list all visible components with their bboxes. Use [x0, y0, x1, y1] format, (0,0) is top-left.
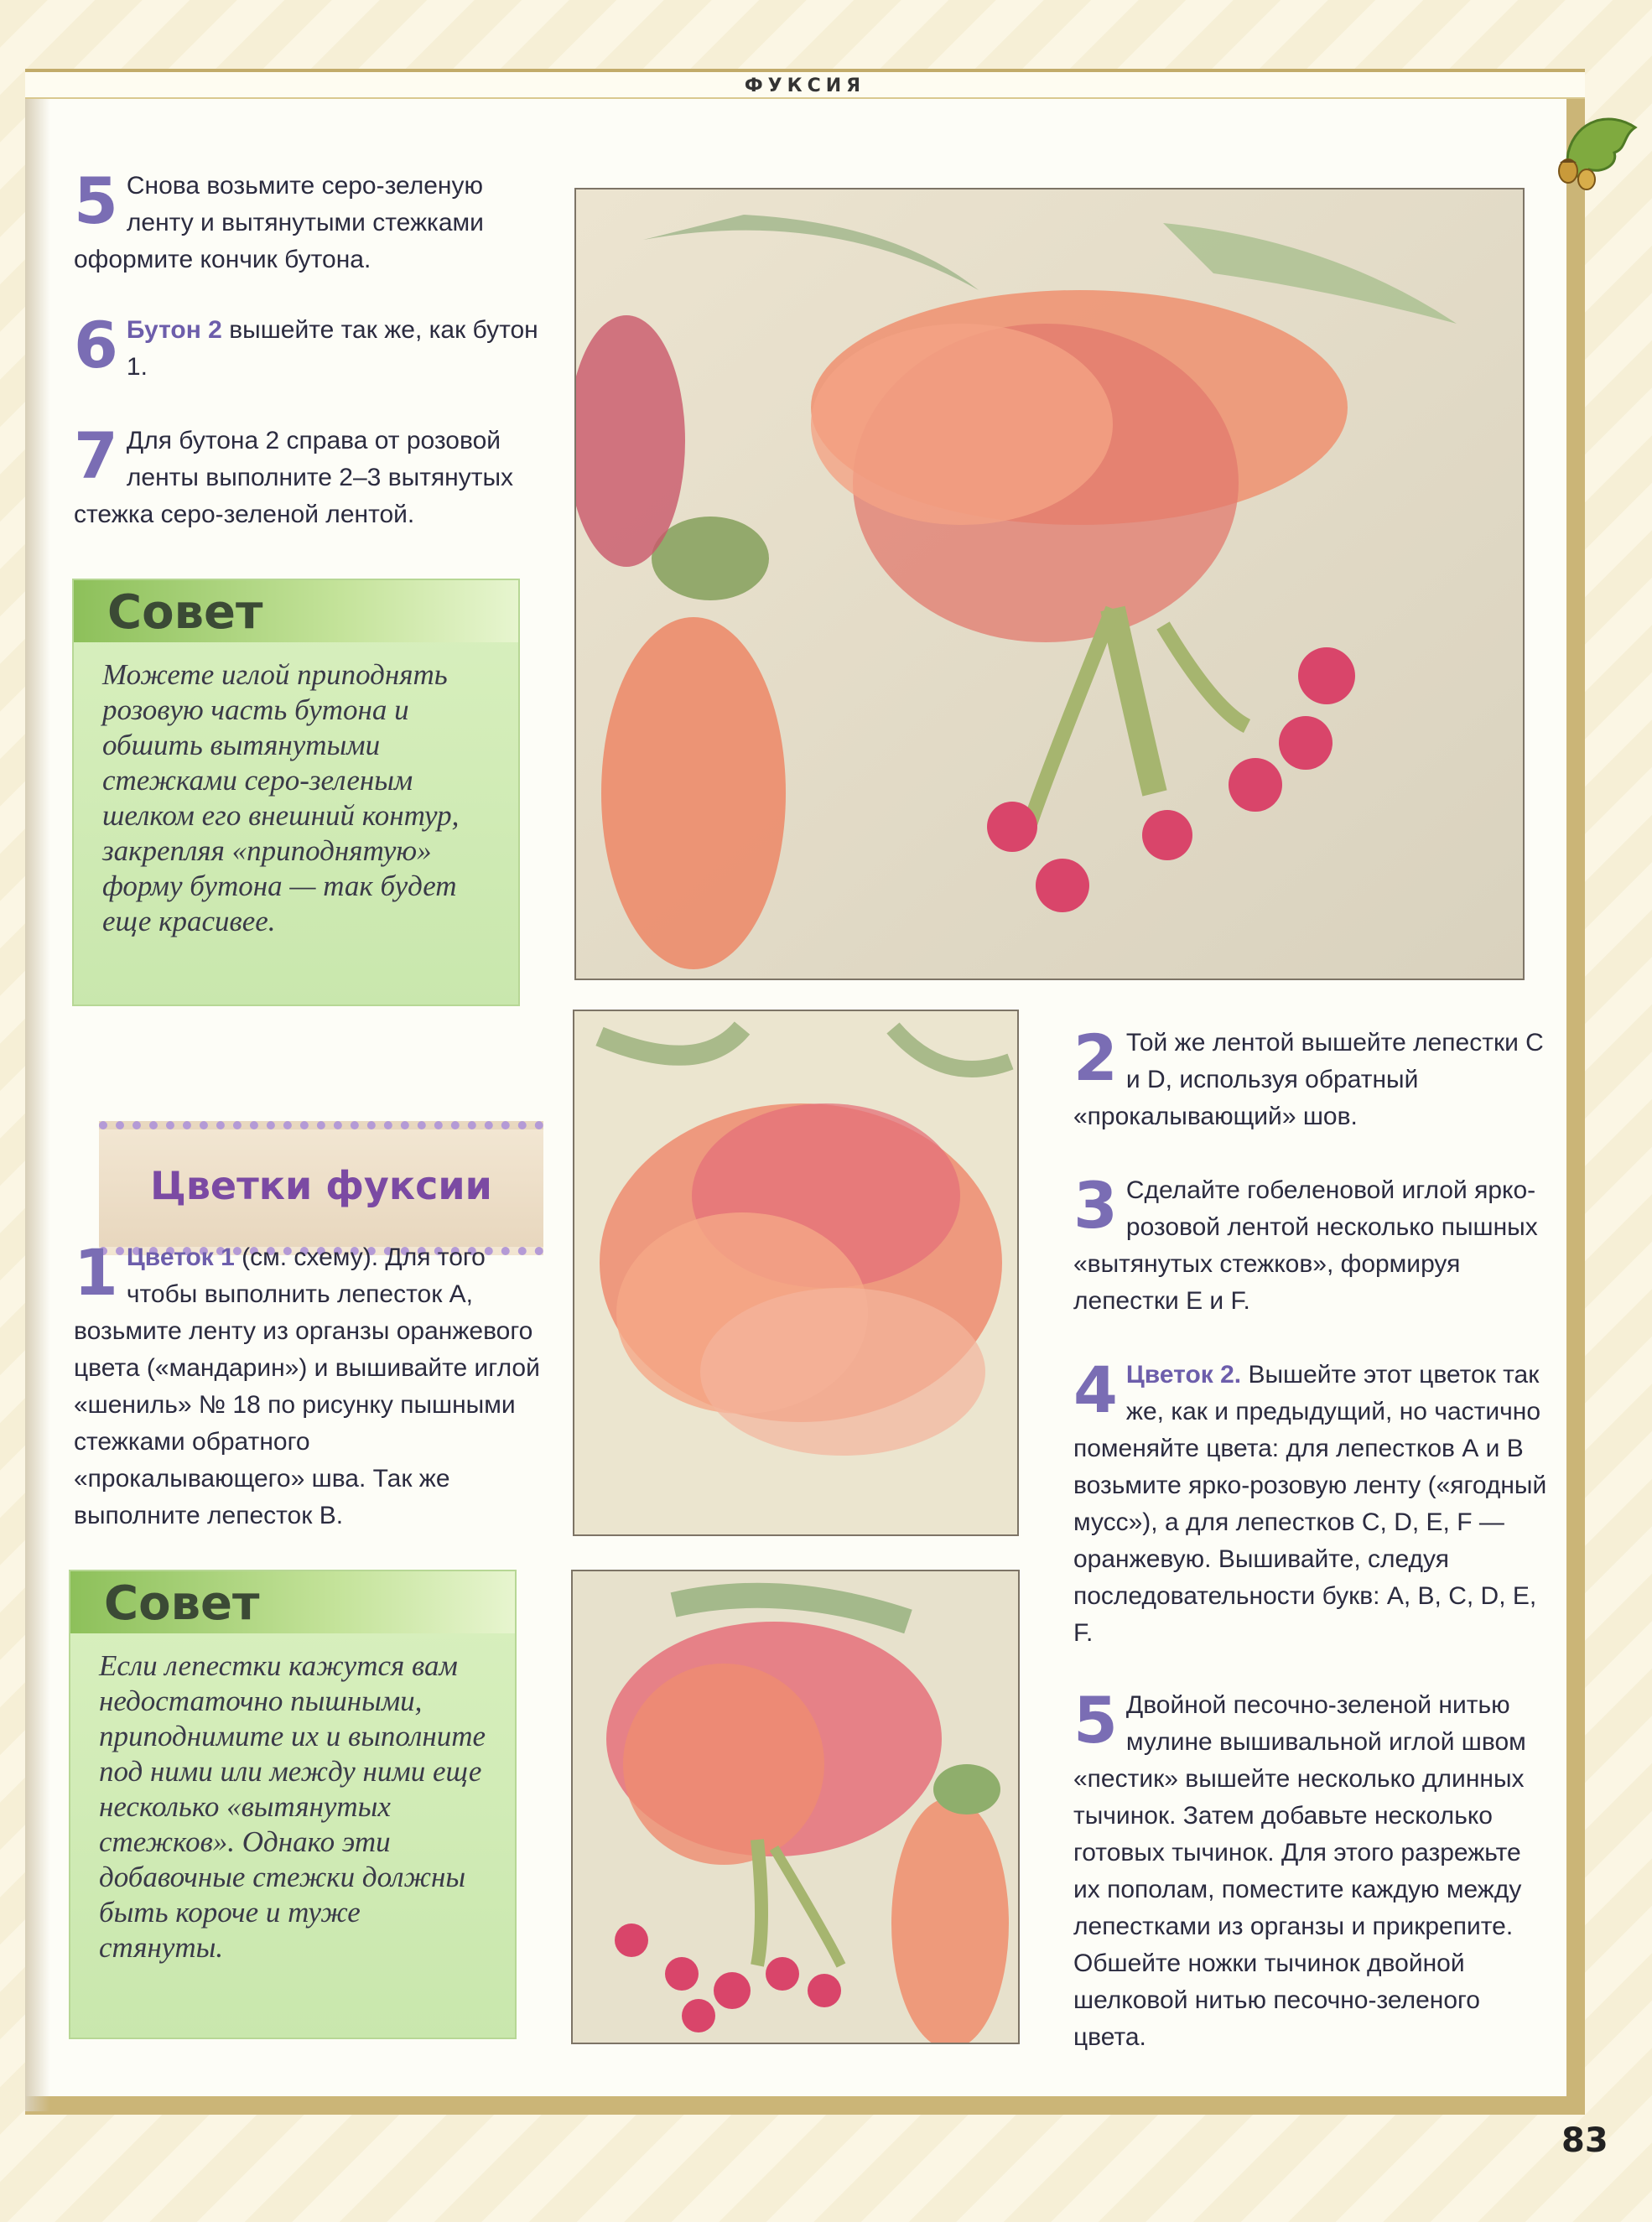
embroidery-photo-illustration — [574, 1011, 1019, 1536]
section-title: Цветки фуксии — [150, 1163, 492, 1208]
embroidery-photo-illustration — [576, 189, 1525, 980]
step-6-bud-2 — [74, 308, 543, 386]
embroidery-photo-illustration — [573, 1571, 1020, 2044]
step-text: Той же лентой вышейте лепестки С и D, используя обратный «прокалывающий» шов. — [1073, 1029, 1544, 1130]
photo-fuchsia-flower-with-stamens — [571, 1570, 1020, 2044]
tip-heading: Совет — [104, 1576, 260, 1631]
step-text: Снова возьмите серо-зеленую ленту и вытянутыми стежками оформите кончик бутона. — [74, 172, 484, 273]
step-5-stamens — [1073, 1683, 1548, 2056]
tip-text: Если лепестки кажутся вам недостаточно пышными, приподнимите их и выполните под ними или между ними еще несколько «вытянутых стежков». Однако эти добавочные стежки должны быть короче и туже стянуты. — [99, 1649, 486, 1964]
tip-heading-bar — [70, 1571, 515, 1633]
running-header — [25, 69, 1585, 99]
page-gutter-shadow — [25, 99, 50, 2111]
page-number: 83 — [1561, 2121, 1608, 2160]
magazine-page — [25, 69, 1585, 2115]
step-2-petals-c-d — [1073, 1020, 1548, 1135]
tip-text: Можете иглой приподнять розовую часть бутона и обшить вытянутыми стежками серо-зеленым шелком его внешний контур, закрепляя «приподнятую» форму бутона — так будет еще красивее. — [102, 658, 460, 937]
step-number: 3 — [1073, 1168, 1118, 1243]
step-4-flower-2 — [1073, 1352, 1548, 1652]
section-banner — [99, 1121, 543, 1255]
step-text: Двойной песочно-зеленой нитью мулине вышивальной иглой швом «пестик» вышейте несколько длинных тычинок. Затем добавьте несколько готовых тычинок. Для этого разрежьте их пополам, поместите каждую между лепестками из органзы и прикрепите. Обшейте ножки тычинок двойной шелковой нитью песочно-зеленого цвета. — [1073, 1691, 1526, 2051]
step-number: 2 — [1073, 1020, 1118, 1095]
tip-box-1 — [72, 579, 520, 1006]
step-text: Для бутона 2 справа от розовой ленты выполните 2–3 вытянутых стежка серо-зеленой лентой. — [74, 427, 514, 528]
step-3-petals-e-f — [1073, 1168, 1548, 1320]
tip-heading: Совет — [107, 585, 263, 640]
step-number: 7 — [74, 418, 118, 493]
step-number: 5 — [74, 164, 118, 238]
step-bold-label: Цветок 2. — [1125, 1361, 1242, 1389]
tip-box-2 — [69, 1570, 517, 2039]
step-7-bud-2-stitches — [74, 418, 543, 533]
oak-leaf-icon — [1543, 102, 1644, 195]
step-number: 4 — [1073, 1352, 1118, 1427]
tip-heading-bar — [74, 580, 518, 642]
step-1-flower-1 — [74, 1235, 543, 1534]
step-text: вышейте так же, как бутон 1. — [126, 316, 538, 381]
step-number: 1 — [74, 1235, 118, 1310]
step-bold-label: Бутон 2 — [126, 316, 222, 344]
step-number: 5 — [1073, 1683, 1118, 1757]
photo-fuchsia-bud-and-flower — [574, 188, 1525, 980]
step-bold-label: Цветок 1 — [126, 1243, 235, 1271]
photo-fuchsia-flower-petals — [573, 1010, 1019, 1536]
step-text: Сделайте гобеленовой иглой ярко-розовой лентой несколько пышных «вытянутых стежков», формируя лепестки E и F. — [1073, 1176, 1538, 1315]
step-5-bud-tip — [74, 164, 543, 278]
running-header-title: ФУКСИЯ — [744, 75, 866, 96]
step-text: Вышейте этот цветок так же, как и предыдущий, но частично поменяйте цвета: для лепестков А и В возьмите ярко-розовую ленту («ягодный мусс»), а для лепестков С, D, E, F — оранжевую. Вышивайте, следуя последовательности букв: А, В, С, D, E, F. — [1073, 1361, 1547, 1647]
step-number: 6 — [74, 308, 118, 382]
step-text: (см. схему). Для того чтобы выполнить лепесток А, возьмите ленту из органзы оранжевого цвета («мандарин») и вышивайте иглой «шениль» № 18 по рисунку пышными стежками обратного «прокалывающего» шва. Так же выполните лепесток В. — [74, 1243, 540, 1529]
